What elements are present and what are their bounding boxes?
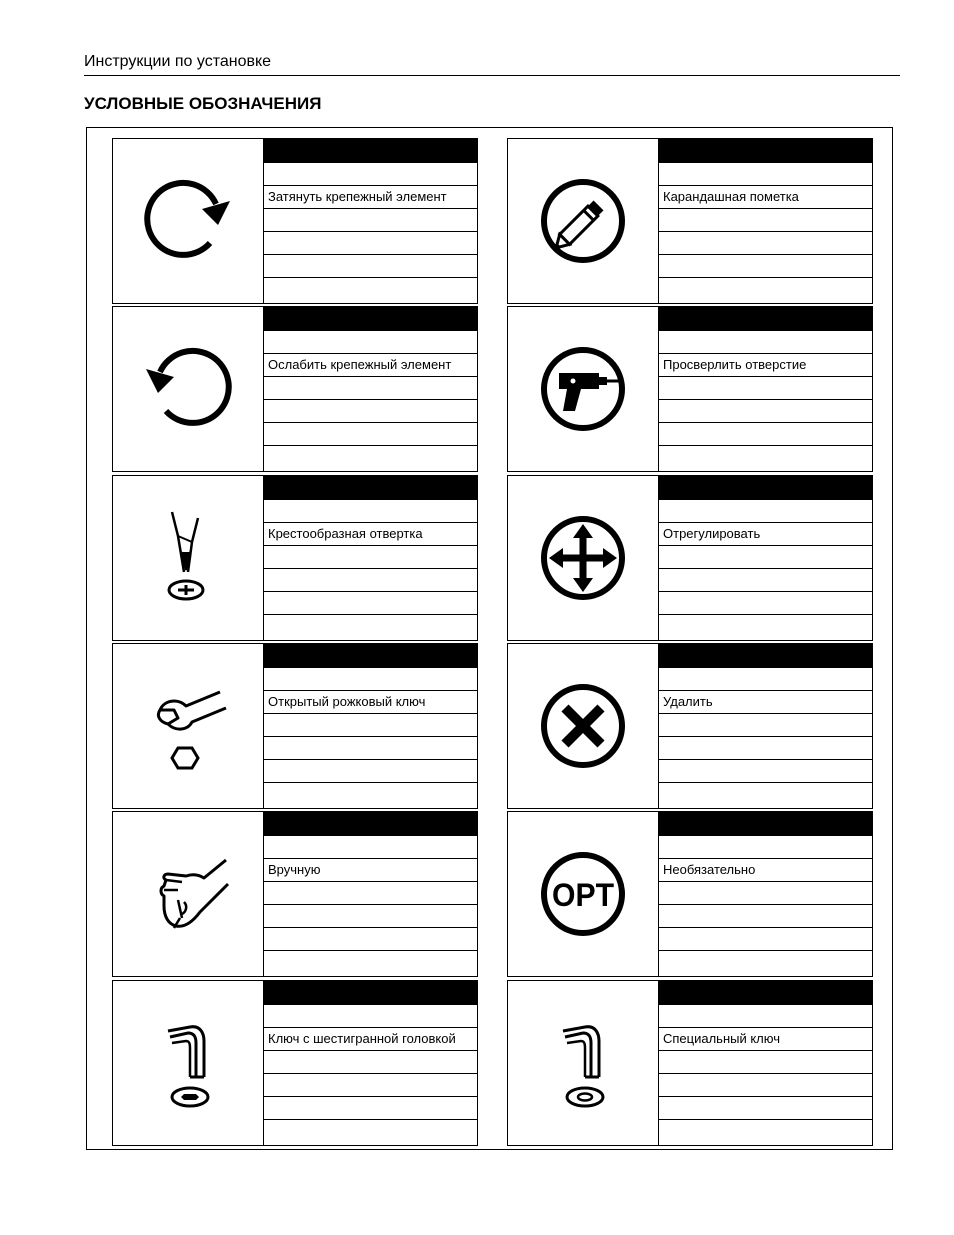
header-divider	[84, 75, 900, 76]
symbol-card-screwdriver	[112, 475, 478, 641]
symbol-card-pencil	[507, 138, 873, 304]
optional-opt-icon	[533, 844, 633, 944]
adjust-arrows-icon	[533, 508, 633, 608]
label-header-bar	[659, 139, 872, 163]
symbol-card-loosen	[112, 306, 478, 472]
symbol-label: Специальный ключ	[659, 1028, 872, 1051]
symbol-card-wrench	[112, 643, 478, 809]
label-header-bar	[264, 476, 477, 500]
symbol-label: Карандашная пометка	[659, 186, 872, 209]
symbol-card-remove	[507, 643, 873, 809]
label-header-bar	[659, 812, 872, 836]
label-header-bar	[659, 981, 872, 1005]
open-end-wrench-icon	[138, 676, 238, 776]
section-title: УСЛОВНЫЕ ОБОЗНАЧЕНИЯ	[84, 94, 322, 113]
symbol-label: Крестообразная отвертка	[264, 523, 477, 546]
symbol-label: Удалить	[659, 691, 872, 714]
symbol-label: Необязательно	[659, 859, 872, 882]
symbol-card-tighten	[112, 138, 478, 304]
label-header-bar	[264, 644, 477, 668]
opt-icon-text: OPT	[552, 877, 615, 913]
symbol-card-special-key	[507, 980, 873, 1146]
drill-icon	[533, 339, 633, 439]
special-key-icon	[533, 1013, 633, 1113]
symbol-card-drill	[507, 306, 873, 472]
label-header-bar	[264, 812, 477, 836]
symbol-label: Ослабить крепежный элемент	[264, 354, 477, 377]
label-header-bar	[264, 139, 477, 163]
symbol-label: Затянуть крепежный элемент	[264, 186, 477, 209]
symbol-card-optional	[507, 811, 873, 977]
label-header-bar	[659, 644, 872, 668]
symbol-label: Ключ с шестигранной головкой	[264, 1028, 477, 1051]
hand-icon	[138, 844, 238, 944]
symbol-label: Открытый рожковый ключ	[264, 691, 477, 714]
phillips-screwdriver-icon	[138, 508, 238, 608]
label-header-bar	[264, 307, 477, 331]
symbol-label: Просверлить отверстие	[659, 354, 872, 377]
symbol-label: Отрегулировать	[659, 523, 872, 546]
label-header-bar	[659, 476, 872, 500]
pencil-mark-icon	[533, 171, 633, 271]
symbol-label: Вручную	[264, 859, 477, 882]
label-header-bar	[659, 307, 872, 331]
symbol-card-adjust	[507, 475, 873, 641]
remove-x-icon	[533, 676, 633, 776]
symbol-card-hand	[112, 811, 478, 977]
symbol-card-hex-key	[112, 980, 478, 1146]
hex-key-icon	[138, 1013, 238, 1113]
label-header-bar	[264, 981, 477, 1005]
loosen-counterclockwise-icon	[138, 339, 238, 439]
header-title: Инструкции по установке	[84, 53, 272, 70]
tighten-clockwise-icon	[138, 171, 238, 271]
